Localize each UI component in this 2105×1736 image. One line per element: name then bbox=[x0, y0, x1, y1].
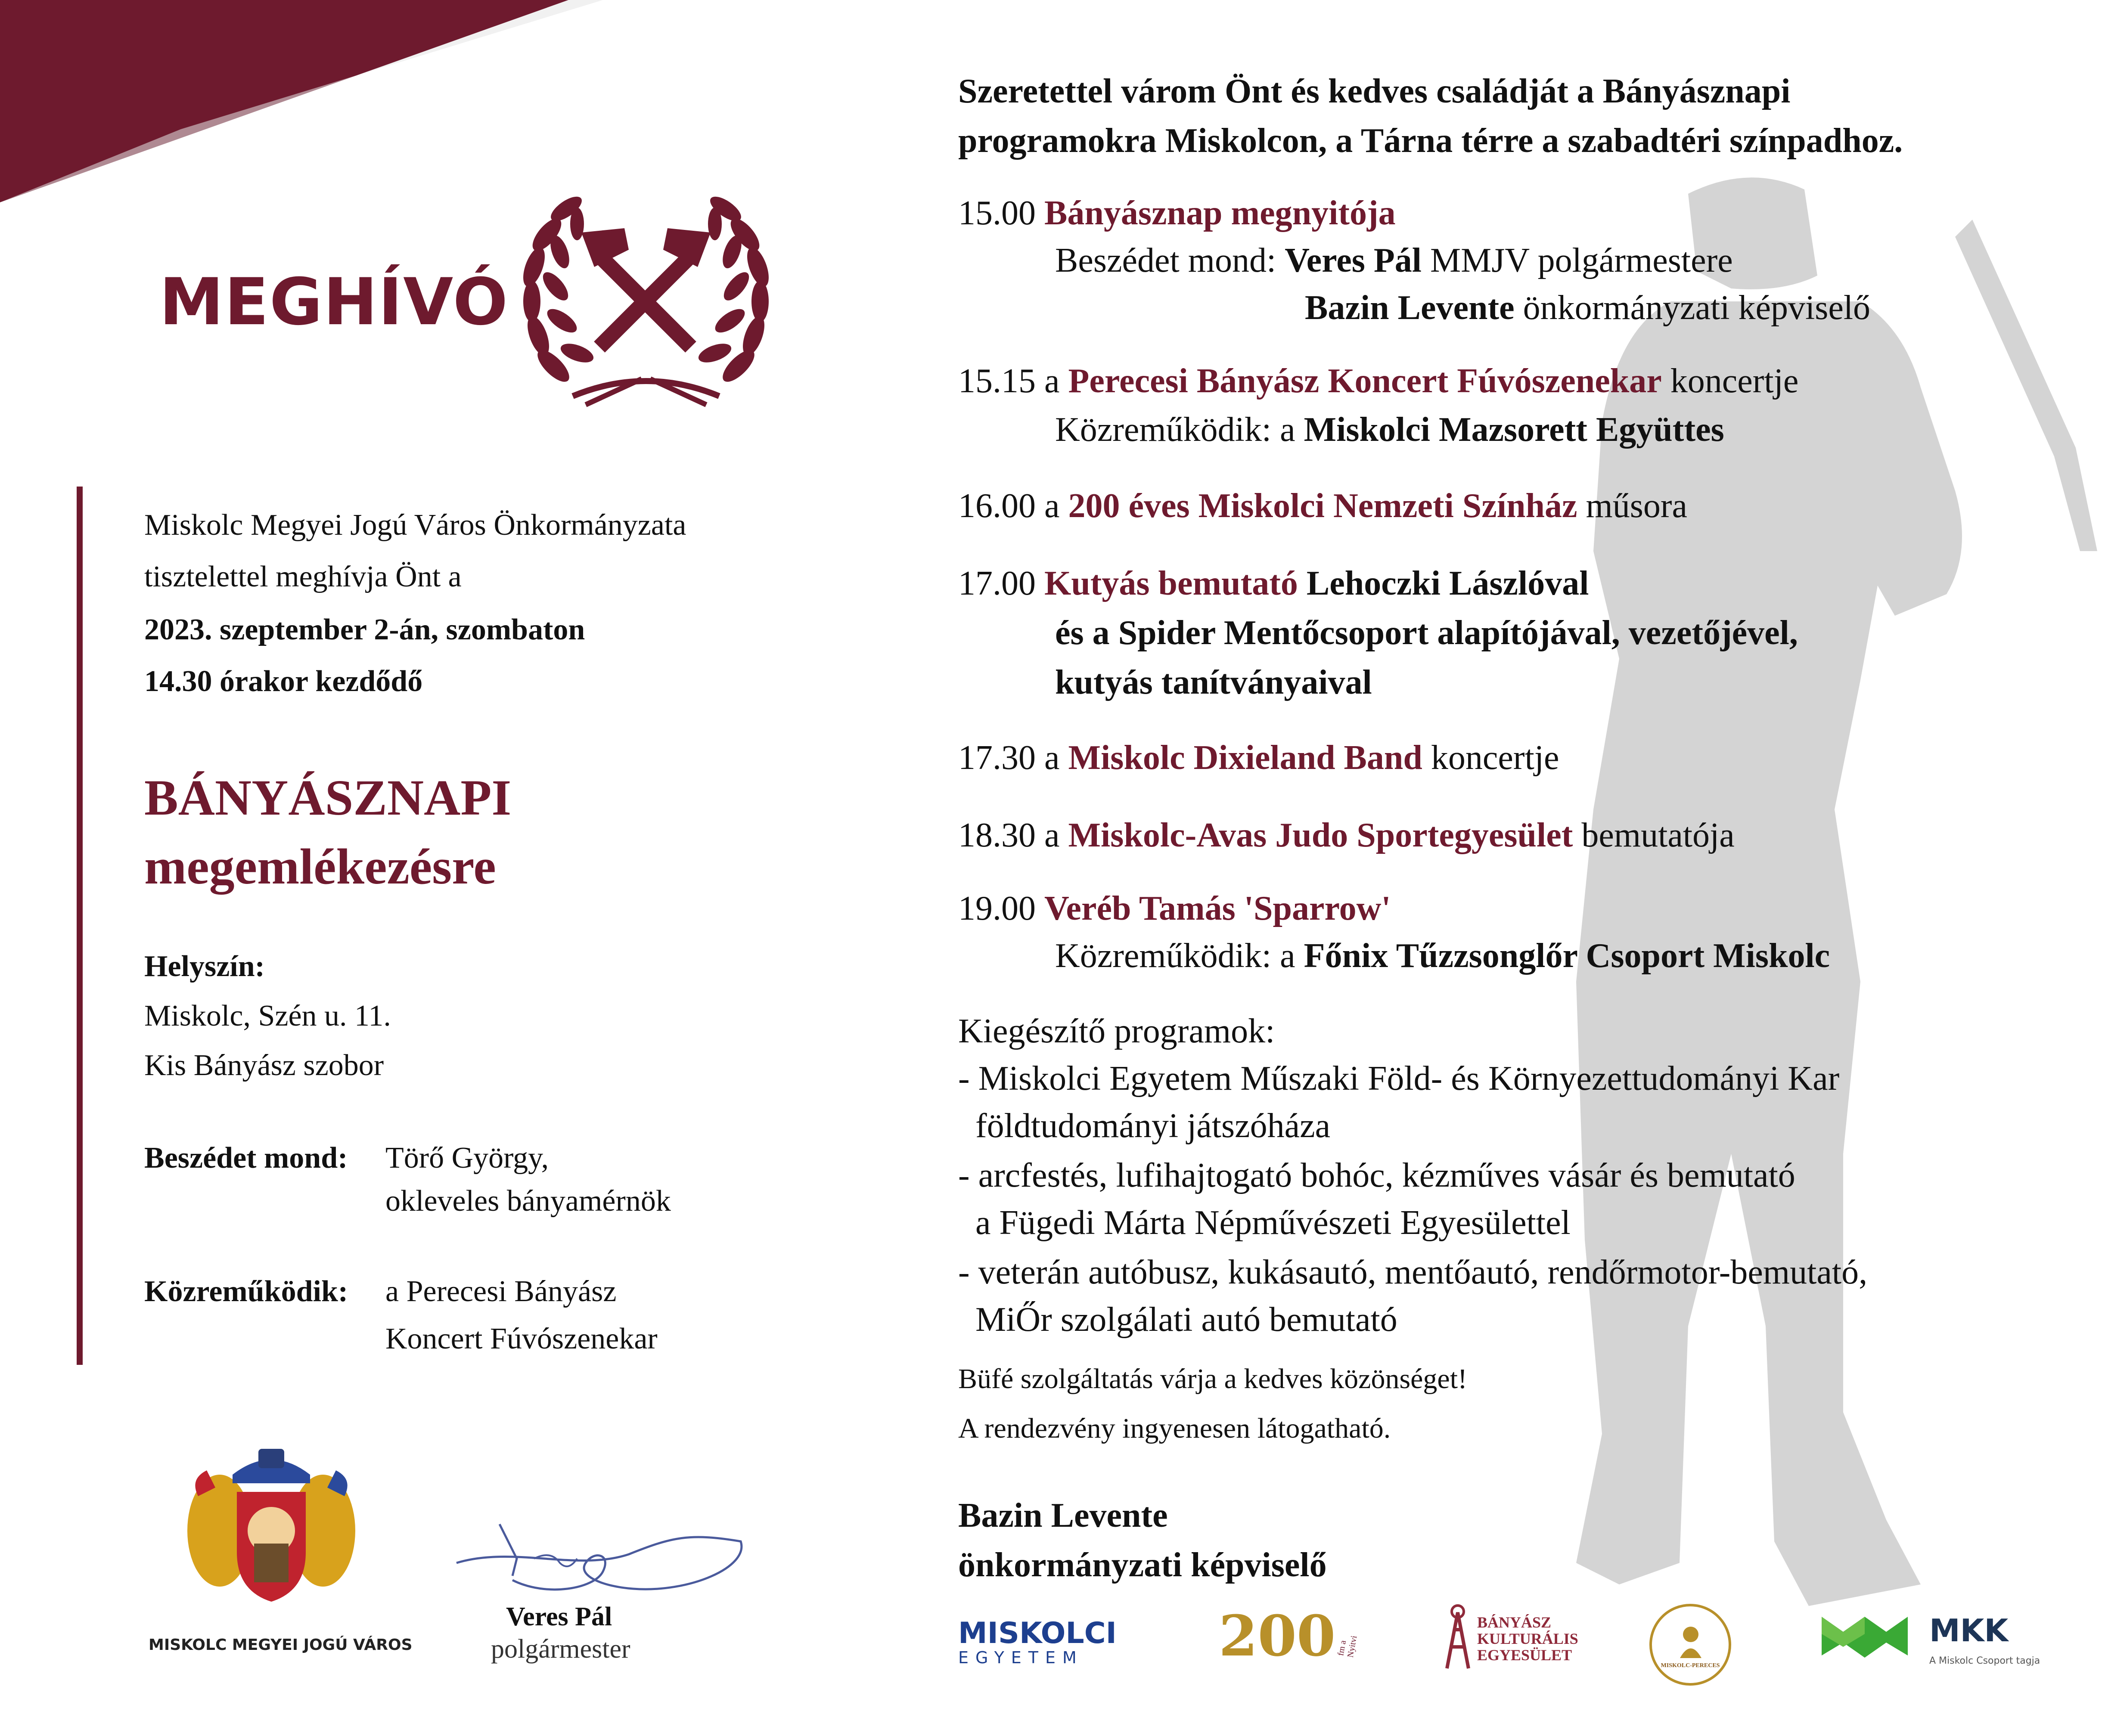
intro-line-2: programokra Miskolcon, a Tárna térre a szabadtéri színpadhoz. bbox=[958, 122, 1903, 160]
miners-emblem-icon bbox=[512, 164, 779, 431]
miskolci-egyetem-logo bbox=[958, 1616, 1130, 1668]
program-2-contrib: Miskolci Mazsorett Együttes bbox=[1304, 411, 1724, 449]
program-4-line-3: kutyás tanítványaival bbox=[1055, 663, 1372, 701]
uni-logo-line-2: EGYETEM bbox=[958, 1648, 1084, 1667]
program-1-speaker-2-role: önkormányzati képviselő bbox=[1523, 289, 1871, 327]
mine-tower-icon bbox=[1434, 1604, 1481, 1673]
program-1-speaker-1-role: MMJV polgármestere bbox=[1430, 242, 1733, 279]
coat-of-arms-caption: MISKOLC MEGYEI JOGÚ VÁROS bbox=[149, 1636, 413, 1654]
program-1-line-1 bbox=[958, 196, 1396, 230]
banyasz-kulturalis-logo bbox=[1434, 1604, 1580, 1677]
location-address: Miskolc, Szén u. 11. bbox=[144, 999, 391, 1032]
invite-time: 14.30 órakor kezdődő bbox=[144, 665, 423, 698]
program-1-title: Bányásznap megnyitója bbox=[1044, 194, 1396, 232]
invite-line-2: tisztelettel meghívja Önt a bbox=[144, 560, 462, 593]
city-coat-of-arms-icon bbox=[181, 1445, 362, 1608]
program-3-title: 200 éves Miskolci Nemzeti Színház bbox=[1068, 487, 1577, 525]
pereces-seal-logo bbox=[1649, 1604, 1731, 1686]
program-1-speaker-2: Bazin Levente bbox=[1305, 289, 1515, 327]
program-5-time: 17.30 bbox=[958, 739, 1036, 777]
program-3 bbox=[958, 489, 1687, 523]
program-2-post: koncertje bbox=[1670, 362, 1799, 400]
extra-line-3: - arcfestés, lufihajtogató bohóc, kézműves vásár és bemutató bbox=[958, 1156, 1795, 1194]
program-1-speaker-1: Veres Pál bbox=[1285, 242, 1422, 279]
theatre-logo-number: 200 bbox=[1219, 1603, 1336, 1669]
mkk-logo bbox=[1817, 1608, 2058, 1681]
invite-date: 2023. szeptember 2-án, szombaton bbox=[144, 613, 585, 646]
program-2-title: Perecesi Bányász Koncert Fúvószenekar bbox=[1068, 362, 1662, 400]
speech-role: okleveles bányamérnök bbox=[385, 1184, 671, 1218]
program-6-pre: a bbox=[1044, 816, 1060, 854]
program-5-pre: a bbox=[1044, 739, 1060, 777]
program-4-title: Kutyás bemutató bbox=[1044, 564, 1298, 602]
location-label: Helyszín: bbox=[144, 950, 265, 983]
free-entry-note: A rendezvény ingyenesen látogatható. bbox=[958, 1413, 1391, 1444]
extra-line-5: - veterán autóbusz, kukásautó, mentőautó, rendőrmotor-bemutató, bbox=[958, 1253, 1868, 1291]
mkk-logo-name: MKK bbox=[1929, 1612, 2009, 1649]
signatory-title: polgármester bbox=[491, 1634, 630, 1664]
program-6-title: Miskolc-Avas Judo Sportegyesület bbox=[1068, 816, 1573, 854]
event-subtitle: megemlékezésre bbox=[144, 838, 496, 895]
program-3-time: 16.00 bbox=[958, 487, 1036, 525]
location-place: Kis Bányász szobor bbox=[144, 1049, 384, 1082]
speech-name: Törő György, bbox=[385, 1141, 549, 1175]
program-2-contrib-label: Közreműködik: a bbox=[1055, 411, 1295, 449]
assoc-logo-line-2: KULTURÁLIS bbox=[1477, 1630, 1578, 1647]
extra-line-2: földtudományi játszóháza bbox=[975, 1107, 1331, 1145]
speech-label: Beszédet mond: bbox=[144, 1141, 348, 1175]
extra-line-1: - Miskolci Egyetem Műszaki Föld- és Környezettudományi Kar bbox=[958, 1060, 1840, 1097]
mkk-mark-icon bbox=[1817, 1608, 1912, 1664]
left-accent-bar bbox=[77, 487, 83, 1365]
program-1-line-3 bbox=[1305, 291, 1870, 325]
program-6-time: 18.30 bbox=[958, 816, 1036, 854]
invitation-heading: MEGHÍVÓ bbox=[159, 265, 509, 340]
invite-line-1: Miskolc Megyei Jogú Város Önkormányzata bbox=[144, 508, 686, 542]
contrib-label: Közreműködik: bbox=[144, 1275, 348, 1308]
program-5 bbox=[958, 741, 1559, 775]
program-2-line-1 bbox=[958, 364, 1798, 398]
assoc-logo-line-1: BÁNYÁSZ bbox=[1477, 1614, 1552, 1631]
program-4-line-2: és a Spider Mentőcsoport alapítójával, vezetőjével, bbox=[1055, 614, 1798, 652]
program-6-post: bemutatója bbox=[1581, 816, 1735, 854]
contrib-line-2: Koncert Fúvószenekar bbox=[385, 1322, 658, 1355]
program-1-line-2 bbox=[1055, 243, 1733, 278]
seal-figure-icon bbox=[1671, 1621, 1710, 1660]
program-4-rest: Lehoczki Lászlóval bbox=[1306, 564, 1589, 602]
extra-line-6: MiŐr szolgálati autó bemutató bbox=[975, 1301, 1397, 1339]
contrib-line-1: a Perecesi Bányász bbox=[385, 1275, 617, 1308]
program-2-pre: a bbox=[1044, 362, 1060, 400]
program-2-line-2 bbox=[1055, 412, 1724, 447]
program-7-line-1 bbox=[958, 891, 1391, 926]
program-7-contrib-label: Közreműködik: a bbox=[1055, 937, 1295, 975]
event-title: BÁNYÁSZNAPI bbox=[144, 769, 512, 826]
extra-heading: Kiegészítő programok: bbox=[958, 1012, 1275, 1050]
theatre-logo-tag: fm a Nyitvi bbox=[1336, 1635, 1359, 1658]
uni-logo-line-1: MISKOLCI bbox=[958, 1616, 1117, 1650]
program-7-title: Veréb Tamás 'Sparrow' bbox=[1044, 890, 1391, 927]
program-7-time: 19.00 bbox=[958, 890, 1036, 927]
program-3-pre: a bbox=[1044, 487, 1060, 525]
extra-line-4: a Fügedi Márta Népművészeti Egyesülettel bbox=[975, 1204, 1571, 1242]
signatory-name: Veres Pál bbox=[506, 1602, 612, 1631]
program-6 bbox=[958, 818, 1735, 852]
intro-line-1: Szeretettel várom Önt és kedves családját a Bányásznapi bbox=[958, 72, 1791, 110]
program-7-contrib: Főnix Tűzzsonglőr Csoport Miskolc bbox=[1304, 937, 1830, 975]
sign-title: önkormányzati képviselő bbox=[958, 1546, 1327, 1584]
program-4-time: 17.00 bbox=[958, 564, 1036, 602]
program-7-line-2 bbox=[1055, 939, 1830, 973]
program-4-line-1 bbox=[958, 566, 1589, 601]
program-1-speech-label: Beszédet mond: bbox=[1055, 242, 1276, 279]
mkk-logo-tag: A Miskolc Csoport tagja bbox=[1929, 1655, 2040, 1666]
sign-name: Bazin Levente bbox=[958, 1497, 1168, 1534]
theatre-200-logo bbox=[1219, 1603, 1361, 1677]
assoc-logo-line-3: EGYESÜLET bbox=[1477, 1646, 1572, 1664]
seal-text: MISKOLC-PERECES bbox=[1661, 1662, 1720, 1669]
program-3-post: műsora bbox=[1586, 487, 1688, 525]
program-1-time: 15.00 bbox=[958, 194, 1036, 232]
program-2-time: 15.15 bbox=[958, 362, 1036, 400]
program-5-title: Miskolc Dixieland Band bbox=[1068, 739, 1422, 777]
buffet-note: Büfé szolgáltatás várja a kedves közönséget! bbox=[958, 1363, 1468, 1395]
program-5-post: koncertje bbox=[1431, 739, 1559, 777]
